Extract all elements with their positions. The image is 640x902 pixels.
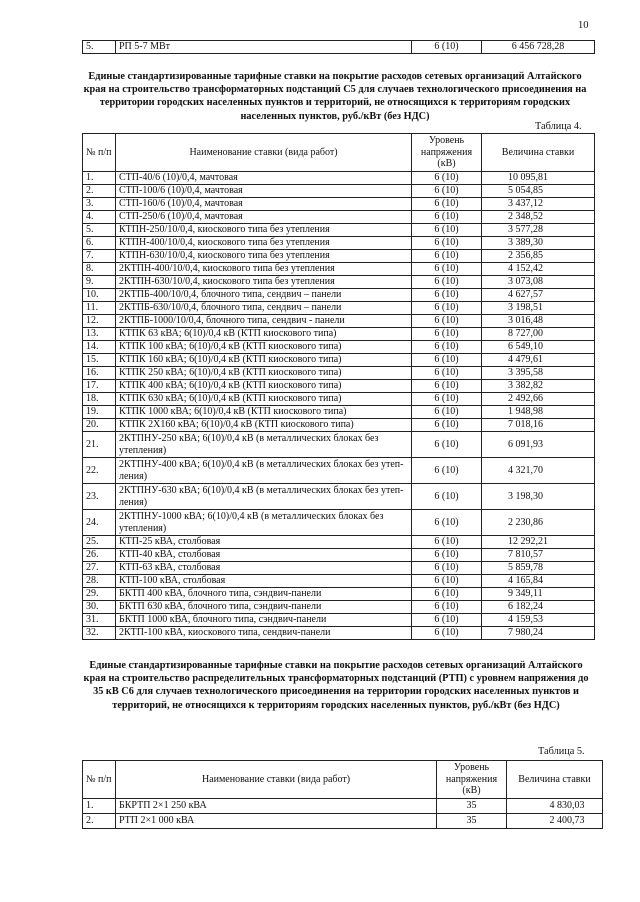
row-number: 22. <box>83 458 116 484</box>
row-voltage: 6 (10) <box>412 536 482 549</box>
row-value: 5 859,78 <box>482 562 595 575</box>
row-number: 11. <box>83 302 116 315</box>
row-value: 1 948,98 <box>482 406 595 419</box>
row-value: 3 389,30 <box>482 237 595 250</box>
row-name: КТП-40 кВА, столбовая <box>116 549 412 562</box>
table-row <box>83 536 595 549</box>
row-name: КТПК 2Х160 кВА; 6(10)/0,4 кВ (КТП киоскового типа) <box>116 419 412 432</box>
row-name: КТПН-630/10/0,4, киоскового типа без утепления <box>116 250 412 263</box>
table-row <box>83 601 595 614</box>
row-name: КТПК 400 кВА; 6(10)/0,4 кВ (КТП киоскового типа) <box>116 380 412 393</box>
row-voltage: 6 (10) <box>412 341 482 354</box>
table-row <box>83 419 595 432</box>
row-number: 1. <box>83 172 116 185</box>
row-voltage: 6 (10) <box>412 614 482 627</box>
row-voltage: 35 <box>437 814 507 829</box>
row-name: 2КТПНУ-1000 кВА; 6(10)/0,4 кВ (в металлических блоках без утепления) <box>116 510 412 536</box>
row-name: 2КТПБ-400/10/0,4, блочного типа, сендвич – панели <box>116 289 412 302</box>
row-name: БКТП 1000 кВА, блочного типа, сэндвич-панели <box>116 614 412 627</box>
row-voltage: 6 (10) <box>412 432 482 458</box>
row-name: КТПК 100 кВА; 6(10)/0,4 кВ (КТП киоскового типа) <box>116 341 412 354</box>
row-value: 4 321,70 <box>482 458 595 484</box>
row-voltage: 6 (10) <box>412 575 482 588</box>
row-name: КТП-25 кВА, столбовая <box>116 536 412 549</box>
row-number: 16. <box>83 367 116 380</box>
header-no: № п/п <box>83 134 116 172</box>
table-row <box>83 484 595 510</box>
section4-title: Единые стандартизированные тарифные ставки на покрытие расходов сетевых организаций Алтайского края на строительство трансформаторных подстанций С5 для случаев технологического присоединения на территории городских населенных пунктов и территорий, не относящихся к территориям городских населенных пунктов, руб./кВт (без НДС) <box>83 71 587 122</box>
row-value: 2 492,66 <box>482 393 595 406</box>
row-name: КТПК 160 кВА; 6(10)/0,4 кВ (КТП киоскового типа) <box>116 354 412 367</box>
table-row <box>83 380 595 393</box>
row-voltage: 6 (10) <box>412 224 482 237</box>
row-voltage: 6 (10) <box>412 588 482 601</box>
table-row <box>83 172 595 185</box>
row-voltage: 6 (10) <box>412 419 482 432</box>
row-value: 2 400,73 <box>507 814 603 829</box>
row-voltage: 6 (10) <box>412 562 482 575</box>
section5-title: Единые стандартизированные тарифные ставки на покрытие расходов сетевых организаций Алтайского края на строительство распределительных трансформаторных подстанций (РТП) с уровнем напряжения до 35 кВ С6 для случаев технологического присоединения на территории городских населенных пунктов и территорий, не относящихся к территориям городских населенных пунктов, руб./кВт (без НДС) <box>83 660 589 711</box>
table-row <box>83 432 595 458</box>
table-row <box>83 328 595 341</box>
table-row <box>83 575 595 588</box>
row-name: 2КТПБ-1000/10/0,4, блочного типа, сендвич - панели <box>116 315 412 328</box>
row-number: 20. <box>83 419 116 432</box>
row-voltage: 6 (10) <box>412 263 482 276</box>
row-name: СТП-100/6 (10)/0,4, мачтовая <box>116 185 412 198</box>
row-voltage: 6 (10) <box>412 549 482 562</box>
row-value: 7 018,16 <box>482 419 595 432</box>
row-number: 9. <box>83 276 116 289</box>
row-value: 3 577,28 <box>482 224 595 237</box>
row-number: 2. <box>83 814 116 829</box>
row-value: 3 382,82 <box>482 380 595 393</box>
row-number: 5. <box>83 224 116 237</box>
row-number: 14. <box>83 341 116 354</box>
page-number: 10 <box>578 20 589 31</box>
row-number: 1. <box>83 799 116 814</box>
row-voltage: 35 <box>437 799 507 814</box>
row-value: 6 091,93 <box>482 432 595 458</box>
row-number: 6. <box>83 237 116 250</box>
row-value: 3 073,08 <box>482 276 595 289</box>
row-number: 3. <box>83 198 116 211</box>
row-voltage: 6 (10) <box>412 393 482 406</box>
table-row <box>83 224 595 237</box>
table5-label: Таблица 5. <box>538 746 585 757</box>
table-row <box>83 341 595 354</box>
row-name: КТПК 250 кВА; 6(10)/0,4 кВ (КТП киоскового типа) <box>116 367 412 380</box>
row-name: 2КТПН-630/10/0,4, киоскового типа без утепления <box>116 276 412 289</box>
table-row <box>83 198 595 211</box>
row-value: 4 165,84 <box>482 575 595 588</box>
table-row <box>83 549 595 562</box>
header-voltage: Уровень напряжения (кВ) <box>412 134 482 172</box>
row-voltage: 6 (10) <box>412 510 482 536</box>
row-name: СТП-40/6 (10)/0,4, мачтовая <box>116 172 412 185</box>
row-voltage: 6 (10) <box>412 601 482 614</box>
table-row <box>83 185 595 198</box>
row-name: КТПК 63 кВА; 6(10)/0,4 кВ (КТП киоскового типа) <box>116 328 412 341</box>
row-name: 2КТПБ-630/10/0,4, блочного типа, сендвич – панели <box>116 302 412 315</box>
row-voltage: 6 (10) <box>412 484 482 510</box>
continuation-table <box>82 40 595 54</box>
row-number: 24. <box>83 510 116 536</box>
row-voltage: 6 (10) <box>412 198 482 211</box>
row-name: РП 5-7 МВт <box>116 41 412 54</box>
row-number: 2. <box>83 185 116 198</box>
row-name: БКТП 400 кВА, блочного типа, сэндвич-панели <box>116 588 412 601</box>
header-name: Наименование ставки (вида работ) <box>116 134 412 172</box>
row-voltage: 6 (10) <box>412 41 482 54</box>
table-row <box>83 614 595 627</box>
table-5 <box>82 760 603 829</box>
row-number: 4. <box>83 211 116 224</box>
row-number: 28. <box>83 575 116 588</box>
row-voltage: 6 (10) <box>412 289 482 302</box>
table-row <box>83 250 595 263</box>
row-number: 21. <box>83 432 116 458</box>
row-value: 2 230,86 <box>482 510 595 536</box>
table-row <box>83 814 603 829</box>
table-header <box>83 134 595 172</box>
row-number: 10. <box>83 289 116 302</box>
table-row <box>83 289 595 302</box>
row-number: 17. <box>83 380 116 393</box>
header-no: № п/п <box>83 761 116 799</box>
row-number: 15. <box>83 354 116 367</box>
row-value: 5 054,85 <box>482 185 595 198</box>
row-number: 19. <box>83 406 116 419</box>
row-voltage: 6 (10) <box>412 367 482 380</box>
row-name: КТП-63 кВА, столбовая <box>116 562 412 575</box>
row-name: КТПК 630 кВА; 6(10)/0,4 кВ (КТП киоскового типа) <box>116 393 412 406</box>
row-value: 7 810,57 <box>482 549 595 562</box>
row-voltage: 6 (10) <box>412 406 482 419</box>
row-voltage: 6 (10) <box>412 185 482 198</box>
table-4 <box>82 133 595 640</box>
table-row <box>83 406 595 419</box>
row-number: 13. <box>83 328 116 341</box>
row-value: 4 159,53 <box>482 614 595 627</box>
table-row <box>83 211 595 224</box>
row-number: 31. <box>83 614 116 627</box>
table-row <box>83 302 595 315</box>
row-name: БКТП 630 кВА, блочного типа, сэндвич-панели <box>116 601 412 614</box>
row-value: 6 549,10 <box>482 341 595 354</box>
table-row <box>83 354 595 367</box>
row-number: 30. <box>83 601 116 614</box>
row-value: 8 727,00 <box>482 328 595 341</box>
row-value: 12 292,21 <box>482 536 595 549</box>
row-name: РТП 2×1 000 кВА <box>116 814 437 829</box>
header-value: Величина ставки <box>482 134 595 172</box>
row-name: СТП-250/6 (10)/0,4, мачтовая <box>116 211 412 224</box>
row-number: 7. <box>83 250 116 263</box>
row-name: КТПК 1000 кВА; 6(10)/0,4 кВ (КТП киоскового типа) <box>116 406 412 419</box>
row-name: КТП-100 кВА, столбовая <box>116 575 412 588</box>
row-value: 6 456 728,28 <box>482 41 595 54</box>
row-value: 9 349,11 <box>482 588 595 601</box>
row-number: 25. <box>83 536 116 549</box>
row-value: 3 395,58 <box>482 367 595 380</box>
row-name: 2КТПНУ-400 кВА; 6(10)/0,4 кВ (в металлических блоках без утеп-ления) <box>116 458 412 484</box>
row-number: 5. <box>83 41 116 54</box>
row-number: 8. <box>83 263 116 276</box>
table-row <box>83 315 595 328</box>
row-name: БКРТП 2×1 250 кВА <box>116 799 437 814</box>
row-number: 12. <box>83 315 116 328</box>
row-value: 2 348,52 <box>482 211 595 224</box>
row-value: 3 198,51 <box>482 302 595 315</box>
row-value: 7 980,24 <box>482 627 595 640</box>
row-number: 27. <box>83 562 116 575</box>
table-row <box>83 588 595 601</box>
row-voltage: 6 (10) <box>412 354 482 367</box>
row-voltage: 6 (10) <box>412 627 482 640</box>
row-name: КТПН-250/10/0,4, киоскового типа без утепления <box>116 224 412 237</box>
row-number: 29. <box>83 588 116 601</box>
table-row <box>83 562 595 575</box>
row-value: 6 182,24 <box>482 601 595 614</box>
row-value: 4 479,61 <box>482 354 595 367</box>
table-header <box>83 761 603 799</box>
row-number: 23. <box>83 484 116 510</box>
row-voltage: 6 (10) <box>412 172 482 185</box>
row-name: СТП-160/6 (10)/0,4, мачтовая <box>116 198 412 211</box>
row-voltage: 6 (10) <box>412 211 482 224</box>
table-row <box>83 276 595 289</box>
row-value: 4 830,03 <box>507 799 603 814</box>
row-number: 26. <box>83 549 116 562</box>
row-value: 4 152,42 <box>482 263 595 276</box>
header-voltage: Уровень напряжения (кВ) <box>437 761 507 799</box>
table4-label: Таблица 4. <box>535 121 582 132</box>
table-row <box>83 799 603 814</box>
header-value: Величина ставки <box>507 761 603 799</box>
table-row <box>83 263 595 276</box>
row-voltage: 6 (10) <box>412 315 482 328</box>
table-row <box>83 41 595 54</box>
row-value: 3 198,30 <box>482 484 595 510</box>
row-voltage: 6 (10) <box>412 380 482 393</box>
table-row <box>83 367 595 380</box>
row-name: 2КТПН-400/10/0,4, киоскового типа без утепления <box>116 263 412 276</box>
table-row <box>83 627 595 640</box>
row-voltage: 6 (10) <box>412 328 482 341</box>
row-number: 32. <box>83 627 116 640</box>
row-value: 2 356,85 <box>482 250 595 263</box>
row-voltage: 6 (10) <box>412 250 482 263</box>
row-value: 10 095,81 <box>482 172 595 185</box>
table-row <box>83 237 595 250</box>
row-voltage: 6 (10) <box>412 237 482 250</box>
table-row <box>83 393 595 406</box>
header-name: Наименование ставки (вида работ) <box>116 761 437 799</box>
table-row <box>83 458 595 484</box>
row-number: 18. <box>83 393 116 406</box>
row-name: 2КТПНУ-250 кВА; 6(10)/0,4 кВ (в металлических блоках без утепления) <box>116 432 412 458</box>
row-name: КТПН-400/10/0,4, киоскового типа без утепления <box>116 237 412 250</box>
row-value: 4 627,57 <box>482 289 595 302</box>
row-value: 3 437,12 <box>482 198 595 211</box>
row-voltage: 6 (10) <box>412 458 482 484</box>
row-voltage: 6 (10) <box>412 276 482 289</box>
table-row <box>83 510 595 536</box>
row-name: 2КТПНУ-630 кВА; 6(10)/0,4 кВ (в металлических блоках без утеп-ления) <box>116 484 412 510</box>
row-name: 2КТП-100 кВА, киоскового типа, сендвич-панели <box>116 627 412 640</box>
row-voltage: 6 (10) <box>412 302 482 315</box>
row-value: 3 016,48 <box>482 315 595 328</box>
